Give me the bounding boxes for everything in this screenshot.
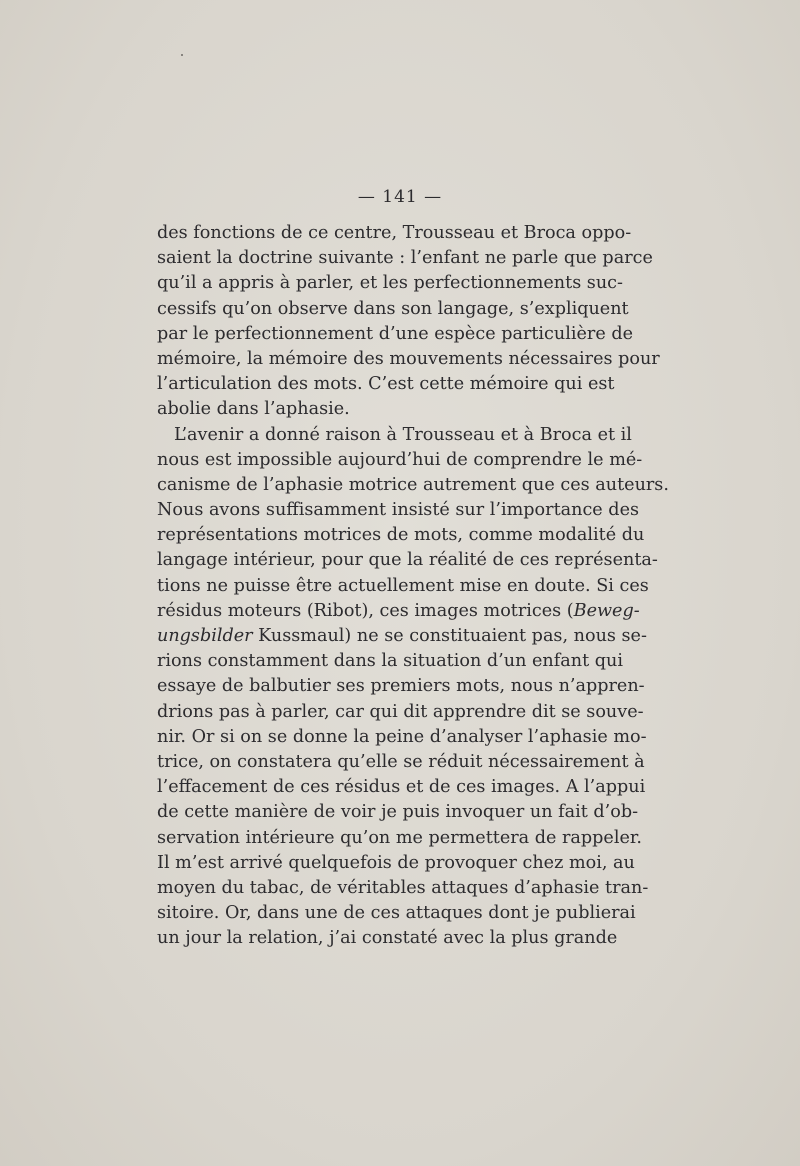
text-line: canisme de l’aphasie motrice autrement que ces auteurs. — [157, 474, 669, 495]
text-line: un jour la relation, j’ai constaté avec la plus grande — [157, 928, 618, 949]
text-line: résidus moteurs (Ribot), ces images motrices (Beweg- — [157, 600, 640, 621]
text-line: trice, on constatera qu’elle se réduit nécessairement à — [157, 751, 645, 772]
text-line: L’avenir a donné raison à Trousseau et à Broca et il — [174, 424, 632, 445]
text-line: langage intérieur, pour que la réalité de ces représenta- — [157, 550, 658, 571]
text-line: qu’il a appris à parler, et les perfectionnements suc- — [157, 273, 623, 294]
page-number: — 141 — — [357, 187, 443, 207]
text-line: drions pas à parler, car qui dit apprendre dit se souve- — [157, 701, 644, 722]
body-text — [157, 221, 669, 951]
text-line: nous est impossible aujourd’hui de comprendre le mé- — [157, 449, 643, 470]
text-line: rions constamment dans la situation d’un enfant qui — [157, 651, 623, 672]
text-line: des fonctions de ce centre, Trousseau et Broca oppo- — [157, 223, 632, 243]
text-line: sitoire. Or, dans une de ces attaques dont je publierai — [157, 903, 636, 924]
text-line: servation intérieure qu’on me permettera de rappeler. — [157, 827, 642, 848]
text-line: ungsbilder Kussmaul) ne se constituaient pas, nous se- — [157, 626, 647, 646]
text-line: Nous avons suffisamment insisté sur l’importance des — [157, 500, 640, 521]
text-line: Il m’est arrivé quelquefois de provoquer chez moi, au — [157, 852, 635, 873]
text-line: par le perfectionnement d’une espèce particulière de — [157, 323, 633, 344]
text-line: mémoire, la mémoire des mouvements nécessaires pour — [157, 348, 660, 369]
text-line: tions ne puisse être actuellement mise en doute. Si ces — [157, 575, 649, 596]
text-line: abolie dans l’aphasie. — [157, 399, 350, 420]
text-line: cessifs qu’on observe dans son langage, s’expliquent — [157, 298, 629, 319]
text-line: représentations motrices de mots, comme modalité du — [157, 525, 645, 546]
text-line: nir. Or si on se donne la peine d’analyser l’aphasie mo- — [157, 726, 647, 747]
text-line: l’articulation des mots. C’est cette mémoire qui est — [157, 374, 615, 395]
text-line: moyen du tabac, de véritables attaques d’aphasie tran- — [157, 877, 649, 898]
text-line: de cette manière de voir je puis invoquer un fait d’ob- — [157, 802, 639, 823]
text-line: l’effacement de ces résidus et de ces images. A l’appui — [157, 777, 646, 798]
paper-speck — [181, 54, 183, 56]
text-line: essaye de balbutier ses premiers mots, nous n’appren- — [157, 676, 645, 697]
text-line: saient la doctrine suivante : l’enfant ne parle que parce — [157, 248, 653, 269]
